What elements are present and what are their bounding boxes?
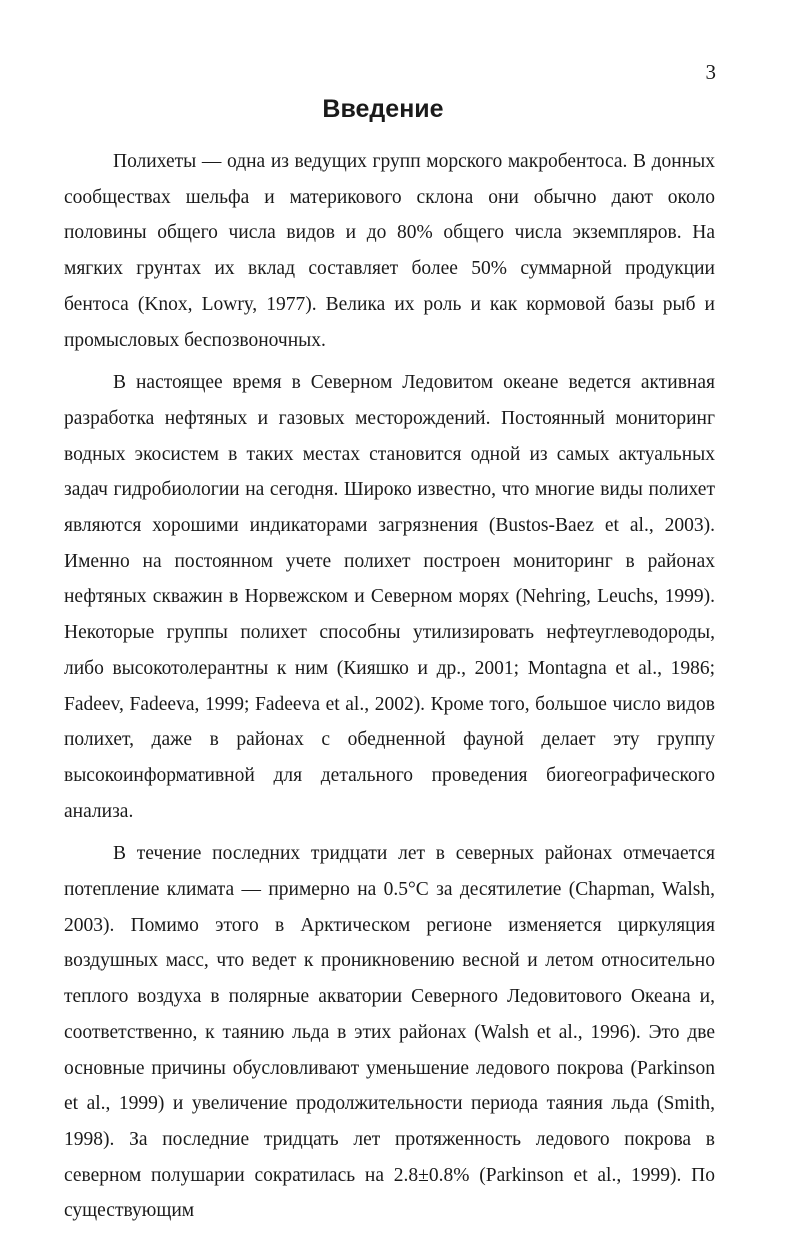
paragraph-1: Полихеты — одна из ведущих групп морского макробентоса. В донных сообществах шельфа и материкового склона они обычно дают около половины общего числа видов и до 80% общего числа экземпляров. На мягких грунтах их вклад составляет более 50% суммарной продукции бентоса (Knox, Lowry, 1977). Велика их роль и как кормовой базы рыб и промысловых беспозвоночных. bbox=[64, 151, 715, 351]
page-title: Введение bbox=[322, 95, 444, 123]
page-number: 3 bbox=[705, 60, 716, 84]
body-text bbox=[64, 144, 715, 1229]
paragraph-2: В настоящее время в Северном Ледовитом океане ведется активная разработка нефтяных и газовых месторождений. Постоянный мониторинг водных экосистем в таких местах становится одной из самых актуальных задач гидробиологии на сегодня. Широко известно, что многие виды полихет являются хорошими индикаторами загрязнения (Bustos-Baez et al., 2003). Именно на постоянном учете полихет построен мониторинг в районах нефтяных скважин в Норвежском и Северном морях (Nehring, Leuchs, 1999). Некоторые группы полихет способны утилизировать нефтеуглеводороды, либо высокотолерантны к ним (Кияшко и др., 2001; Montagna et al., 1986; Fadeev, Fadeeva, 1999; Fadeeva et al., 2002). Кроме того, большое число видов полихет, даже в районах с обедненной фауной делает эту группу высокоинформативной для детального проведения биогеографического анализа. bbox=[64, 372, 715, 822]
paragraph-3: В течение последних тридцати лет в северных районах отмечается потепление климата — примерно на 0.5°С за десятилетие (Chapman, Walsh, 2003). Помимо этого в Арктическом регионе изменяется циркуляция воздушных масс, что ведет к проникновению весной и летом относительно теплого воздуха в полярные акватории Северного Ледовитового Океана и, соответственно, к таянию льда в этих районах (Walsh et al., 1996). Это две основные причины обусловливают уменьшение ледового покрова (Parkinson et al., 1999) и увеличение продолжительности периода таяния льда (Smith, 1998). За последние тридцать лет протяженность ледового покрова в северном полушарии сократилась на 2.8±0.8% (Parkinson et al., 1999). По существующим bbox=[64, 843, 715, 1222]
